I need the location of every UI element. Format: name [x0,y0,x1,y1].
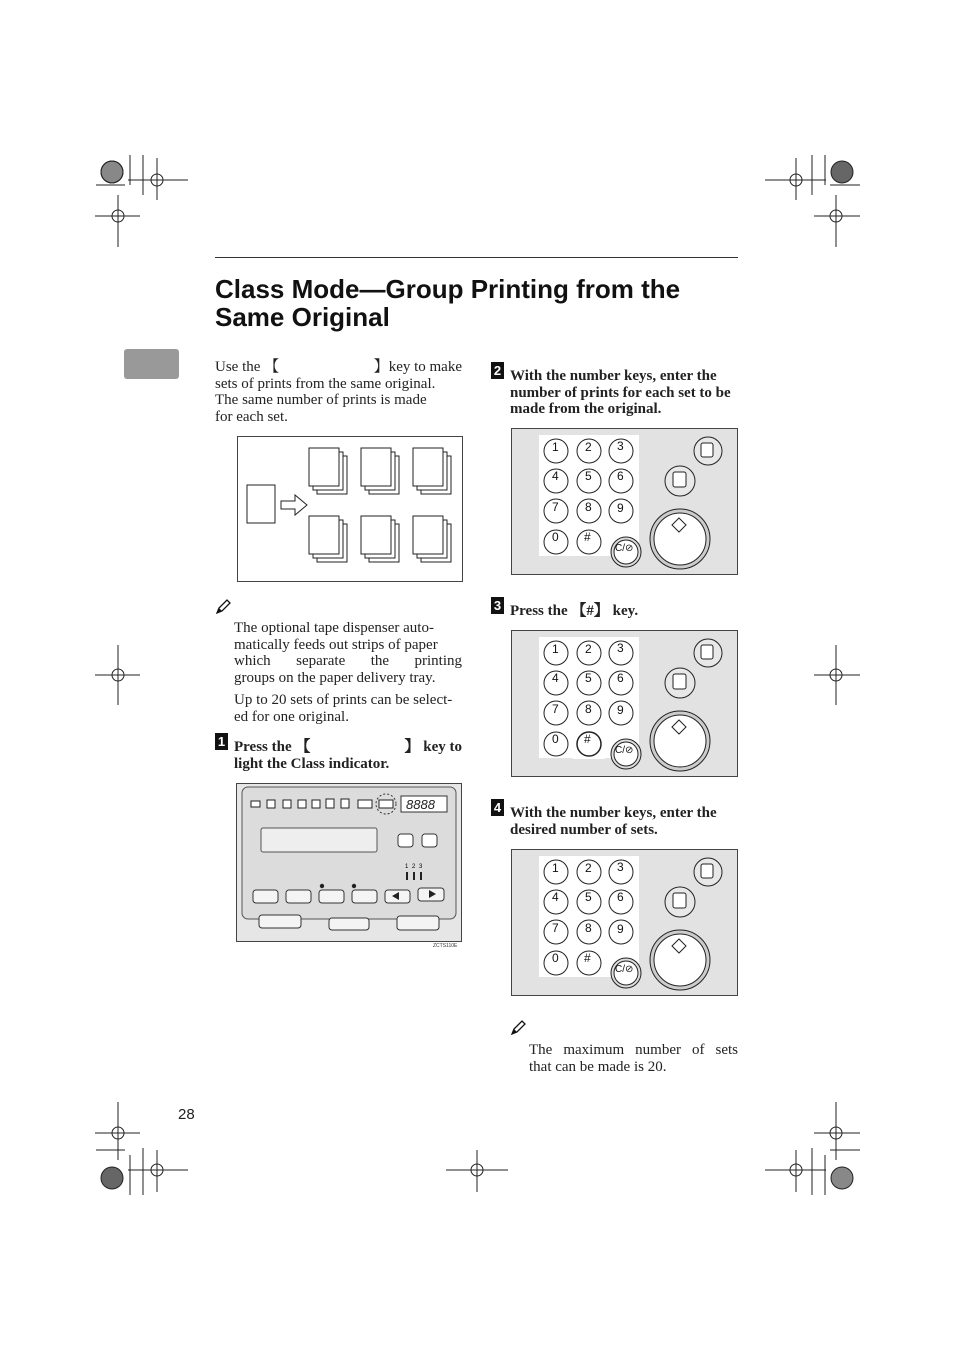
number-key-3[interactable]: 3 [617,641,624,655]
keypad-figure-step-4 [511,849,738,996]
note-line: ed for one original. [234,708,349,725]
intro-use-the: Use the [215,359,261,375]
clear-stop-key[interactable]: C/⊘ [615,543,634,554]
number-key-1[interactable]: 1 [552,440,559,454]
step-number-3: 3 [491,597,504,614]
note-line: Up to 20 sets of prints can be select- [234,692,453,708]
number-key-9[interactable]: 9 [617,922,624,936]
figure-code-label: ZCTS110E [433,943,458,949]
panel-key[interactable] [286,890,311,903]
note-line: which separate the printing [234,653,462,670]
number-key-7[interactable]: 7 [552,702,559,716]
chapter-tab [124,349,179,379]
hash-key-reference: 【#】 [571,603,609,619]
tray-label-3: 3 [419,864,423,870]
note-line: The optional tape dispenser auto- [234,620,434,636]
number-key-2[interactable]: 2 [585,440,592,454]
number-key-0[interactable]: 0 [552,951,559,965]
tray-label-1: 1 [405,864,409,870]
number-key-4[interactable]: 4 [552,469,559,483]
step-4-text [510,805,738,838]
clear-stop-key[interactable]: C/⊘ [615,964,634,975]
number-key-6[interactable]: 6 [617,890,624,904]
note-line: matically feeds out strips of paper [234,636,438,653]
number-key-3[interactable]: 3 [617,439,624,453]
number-key-7[interactable]: 7 [552,500,559,514]
intro-line-4: for each set. [215,409,288,426]
print-start-key[interactable] [654,715,706,767]
step-line: With the number keys, enter the [510,805,717,821]
note-line: that can be made is 20. [529,1058,667,1075]
proof-key[interactable] [673,674,686,689]
clear-stop-key[interactable]: C/⊘ [615,745,634,756]
keypad-drawing [512,631,737,776]
intro-paragraph [215,359,462,426]
class-key[interactable] [397,916,439,930]
intro-line-3: The same number of prints is made [215,392,427,409]
number-key-1[interactable]: 1 [552,861,559,875]
step-line: With the number keys, enter the [510,368,717,384]
hash-key-highlighted[interactable]: # [584,732,591,746]
panel-key[interactable] [259,915,301,928]
step-1-press: Press the [234,739,292,755]
intro-line-2: sets of prints from the same original. [215,375,436,392]
step-line: made from the original. [510,401,662,418]
title-line-1: Class Mode—Group Printing from the [215,274,681,304]
step-1-key-to: key to [423,739,462,755]
print-stacks [309,448,451,562]
intro-key-to-make: key to make [388,359,462,375]
note-pencil-icon [215,599,231,615]
panel-key[interactable] [319,890,344,903]
number-key-8[interactable]: 8 [585,500,592,514]
number-key-2[interactable]: 2 [585,642,592,656]
step-2-text [510,368,738,418]
control-panel-figure [236,783,462,942]
number-key-0[interactable]: 0 [552,530,559,544]
step-line: desired number of sets. [510,821,658,838]
note-line: The maximum number of sets [529,1042,738,1058]
keypad-drawing [512,850,737,995]
control-panel-drawing [237,784,461,941]
original-sheet [247,485,275,523]
keypad-figure-step-3 [511,630,738,777]
auto-cycle-key[interactable] [701,864,713,878]
note-max-sets [234,692,462,725]
number-key-2[interactable]: 2 [585,861,592,875]
title-line-2: Same Original [215,302,390,332]
arrow-right-icon [281,495,307,515]
panel-key[interactable] [352,890,377,903]
number-key-9[interactable]: 9 [617,703,624,717]
number-key-3[interactable]: 3 [617,860,624,874]
keypad-drawing [512,429,737,574]
number-key-8[interactable]: 8 [585,702,592,716]
step-line: number of prints for each set to be [510,384,731,401]
step-number-4: 4 [491,799,504,816]
print-start-key[interactable] [654,513,706,565]
number-key-6[interactable]: 6 [617,469,624,483]
panel-key[interactable] [329,918,369,930]
number-key-9[interactable]: 9 [617,501,624,515]
page-number: 28 [178,1106,195,1123]
note-max-sets-20 [529,1042,738,1075]
auto-cycle-key[interactable] [701,645,713,659]
number-key-5[interactable]: 5 [585,671,592,685]
keypad-figure-step-2 [511,428,738,575]
step-3-press: Press the [510,603,568,619]
step-1-line-2: light the Class indicator. [234,755,390,772]
sets-illustration [237,436,463,582]
number-key-7[interactable]: 7 [552,921,559,935]
hash-key[interactable]: # [584,951,591,965]
number-key-0[interactable]: 0 [552,732,559,746]
number-key-5[interactable]: 5 [585,469,592,483]
number-key-6[interactable]: 6 [617,671,624,685]
step-1-text: Press the 【 】 key to light the Class indicator. [234,739,462,772]
note-line: groups on the paper delivery tray. [234,670,436,687]
auto-cycle-key[interactable] [701,443,713,457]
number-key-1[interactable]: 1 [552,642,559,656]
print-start-key[interactable] [654,934,706,986]
page-title [215,275,755,331]
step-number-1: 1 [215,733,228,750]
left-bracket: 【 [264,359,280,375]
number-key-8[interactable]: 8 [585,921,592,935]
panel-key[interactable] [253,890,278,903]
proof-key[interactable] [673,472,686,487]
number-key-5[interactable]: 5 [585,890,592,904]
step-number-2: 2 [491,362,504,379]
note-pencil-icon [510,1020,526,1036]
number-key-4[interactable]: 4 [552,890,559,904]
tray-label-2: 2 [412,864,416,870]
step-3-key: key. [612,603,639,619]
note-tape-dispenser [234,620,462,687]
proof-key[interactable] [673,893,686,908]
number-key-4[interactable]: 4 [552,671,559,685]
counter-display: 8888 [406,797,435,812]
hash-key[interactable]: # [584,530,591,544]
sets-diagram [238,437,462,581]
step-3-text [510,603,738,620]
right-bracket: 】 [373,359,389,375]
header-rule [215,257,738,258]
